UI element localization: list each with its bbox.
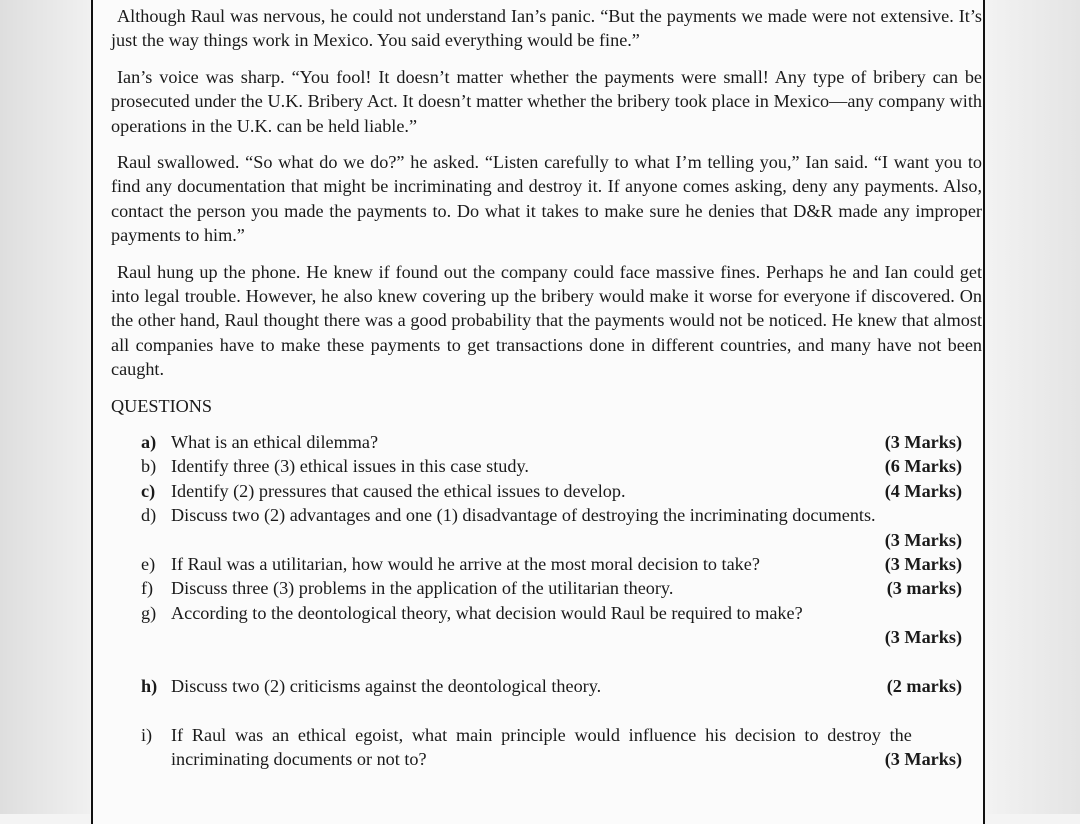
paragraph-1: Although Raul was nervous, he could not understand Ian’s panic. “But the payments we made were not extensive. It’s just the way things work in Mexico. You said everything would be fine.” (111, 6, 982, 51)
question-c-letter: c) (141, 480, 156, 501)
question-g-marks: (3 Marks) (884, 627, 962, 648)
document-content (111, 4, 982, 772)
question-f (111, 576, 982, 600)
question-c-text: Identify (2) pressures that caused the ethical issues to develop. (171, 480, 626, 501)
question-a-letter: a) (141, 432, 157, 453)
question-h-letter: h) (141, 676, 158, 696)
paragraph-2: Ian’s voice was sharp. “You fool! It doesn’t matter whether the payments were small! Any type of bribery can be prosecuted under the U.K. Bribery Act. It doesn’t matter whether the bribery took place in Mexico—any company with operations in the U.K. can be held liable.” (111, 66, 982, 136)
question-a-text: What is an ethical dilemma? (171, 432, 379, 453)
question-a (111, 430, 982, 454)
question-h (111, 674, 982, 698)
right-background (988, 0, 1080, 814)
question-c (111, 479, 982, 503)
question-d (111, 503, 982, 527)
question-e-letter: e) (141, 554, 156, 575)
questions-heading: QUESTIONS (111, 395, 213, 416)
question-b-marks: (6 Marks) (884, 456, 962, 477)
question-d-text: Discuss two (2) advantages and one (1) disadvantage of destroying the incriminating documents. (171, 505, 876, 526)
paragraph-3: Raul swallowed. “So what do we do?” he asked. “Listen carefully to what I’m telling you,” Ian said. “I want you to find any documentation that might be incriminating and destroy it. If anyone comes asking, deny any payments. Also, contact the person you made the payments to. Do what it takes to make sure he denies that D&R made any improper payments to him.” (111, 152, 982, 246)
question-g (111, 601, 982, 625)
question-i-marks: (3 Marks) (884, 749, 962, 770)
question-g-letter: g) (141, 602, 157, 623)
question-f-text: Discuss three (3) problems in the application of the utilitarian theory. (171, 578, 674, 599)
left-background (0, 0, 90, 814)
question-i-line2 (111, 747, 982, 771)
question-f-marks: (3 marks) (886, 578, 962, 599)
spacer (111, 650, 982, 674)
question-i-text-line2: incriminating documents or not to? (171, 749, 427, 770)
question-d-letter: d) (141, 505, 157, 526)
document-page (91, 0, 985, 824)
question-g-text: According to the deontological theory, what decision would Raul be required to make? (171, 602, 803, 623)
question-e (111, 552, 982, 576)
question-h-text: Discuss two (2) criticisms against the deontological theory. (171, 676, 602, 696)
question-i (111, 723, 982, 747)
question-c-marks: (4 Marks) (884, 480, 962, 501)
question-h-marks: (2 marks) (886, 676, 962, 696)
question-b-text: Identify three (3) ethical issues in this case study. (171, 456, 529, 477)
paragraph-4: Raul hung up the phone. He knew if found out the company could face massive fines. Perhaps he and Ian could get into legal trouble. However, he also knew covering up the bribery would make it worse for everyone if discovered. On the other hand, Raul thought there was a good probability that the payments would not be noticed. He knew that almost all companies have to make these payments to get transactions done in different countries, and many have not been caught. (111, 261, 982, 380)
question-d-marks-row (111, 528, 982, 552)
question-e-marks: (3 Marks) (884, 554, 962, 575)
question-d-marks: (3 Marks) (884, 529, 962, 550)
question-b-letter: b) (141, 456, 157, 477)
question-g-marks-row (111, 625, 982, 649)
question-e-text: If Raul was a utilitarian, how would he arrive at the most moral decision to take? (171, 554, 760, 575)
question-f-letter: f) (141, 578, 154, 599)
spacer (111, 698, 982, 722)
question-b (111, 454, 982, 478)
question-i-text-line1: If Raul was an ethical egoist, what main principle would influence his decision to destroy the (171, 724, 912, 745)
question-a-marks: (3 Marks) (884, 432, 962, 453)
question-i-letter: i) (141, 724, 153, 745)
questions-list (111, 430, 982, 771)
